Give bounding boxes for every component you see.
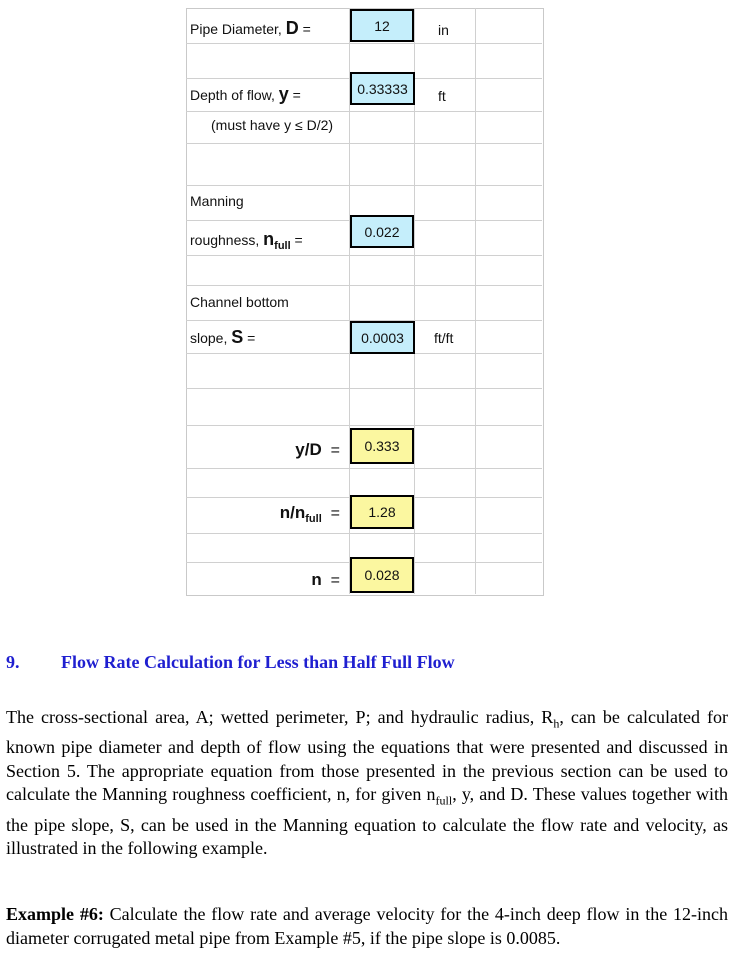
depth-label: Depth of flow, y = — [190, 84, 301, 104]
example-text: Calculate the flow rate and average velocity for the 4-inch deep flow in the 12-inch diameter corrugated metal pipe from Example #5, if the pipe slope is 0.0085. — [6, 904, 728, 948]
section-number: 9. — [6, 652, 20, 672]
pipe-diameter-input[interactable]: 12 — [350, 9, 414, 42]
pipe-diameter-label: Pipe Diameter, D = — [190, 18, 311, 38]
pipe-diameter-unit: in — [438, 22, 449, 38]
grid-row-line — [186, 533, 542, 534]
slope-label-line1: Channel bottom — [190, 294, 289, 310]
grid-row-line — [186, 43, 542, 44]
section-title: Flow Rate Calculation for Less than Half Full Flow — [61, 652, 455, 672]
grid-row-line — [186, 285, 542, 286]
n-result-label: n = — [311, 570, 340, 589]
grid-column-line — [475, 8, 476, 594]
grid-row-line — [186, 255, 542, 256]
y-over-d-label: y/D = — [295, 440, 340, 459]
grid-row-line — [186, 185, 542, 186]
example-paragraph — [6, 903, 728, 950]
n-over-nfull-output: 1.28 — [350, 495, 414, 529]
grid-row-line — [186, 425, 542, 426]
grid-row-line — [186, 388, 542, 389]
n-over-nfull-label: $n/n_{full}$ = — [279, 503, 340, 526]
n-result-output: 0.028 — [350, 557, 414, 593]
slope-unit: ft/ft — [434, 330, 454, 346]
slope-input[interactable]: 0.0003 — [350, 321, 415, 354]
depth-constraint-note: (must have y ≤ D/2) — [211, 117, 334, 133]
manning-label-line2: roughness, $n_{full}$ = — [190, 229, 303, 252]
example-label: Example #6: — [6, 904, 104, 924]
manning-label-line1: Manning — [190, 193, 244, 209]
section-heading — [6, 652, 455, 673]
grid-row-line — [186, 468, 542, 469]
y-over-d-output: 0.333 — [350, 428, 414, 464]
manning-roughness-input[interactable]: 0.022 — [350, 215, 414, 248]
depth-input[interactable]: 0.33333 — [350, 72, 415, 105]
depth-unit: ft — [438, 88, 446, 104]
grid-row-line — [186, 143, 542, 144]
grid-row-line — [186, 111, 542, 112]
slope-label-line2: slope, S = — [190, 327, 256, 347]
body-paragraph: The cross-sectional area, A; wetted perimeter, P; and hydraulic radius, $R_h$, can be calculated for known pipe diameter and depth of flow using the equations that were presented and discussed in Section 5. The appropriate equation from those presented in the previous section can be used to calculate the Manning roughness coefficient, n, for given $n_{full}$, y, and D. These values together with the pipe slope, S, can be used in the Manning equation to calculate the flow rate and velocity, as illustrated in the following example. — [6, 707, 729, 859]
